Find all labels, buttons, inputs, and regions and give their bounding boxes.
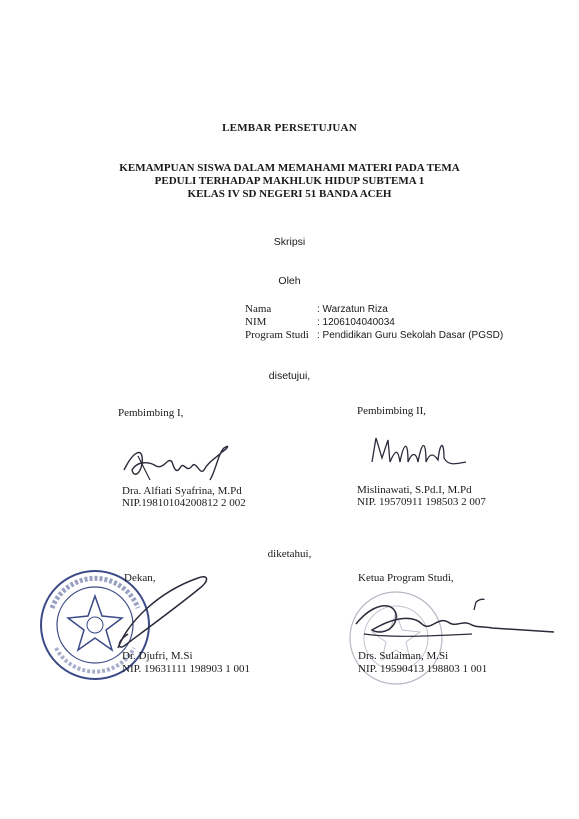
advisor1-signature	[120, 440, 240, 490]
thesis-title-line-2: PEDULI TERHADAP MAKHLUK HIDUP SUBTEMA 1	[154, 175, 425, 187]
page-title: LEMBAR PERSETUJUAN	[222, 122, 357, 134]
advisor1-role: Pembimbing I,	[118, 407, 184, 419]
advisor1-nip: NIP.19810104200812 2 002	[122, 497, 246, 509]
student-nim-value: : 1206104040034	[317, 317, 395, 328]
by-label: Oleh	[278, 275, 301, 287]
head-name: Drs. Sulaiman, M.Si	[358, 650, 449, 662]
thesis-title-line-1: KEMAMPUAN SISWA DALAM MEMAHAMI MATERI PADA TEMA	[119, 162, 460, 174]
thesis-title-line-3: KELAS IV SD NEGERI 51 BANDA ACEH	[187, 188, 392, 200]
head-signature	[352, 594, 562, 654]
doc-type: Skripsi	[273, 236, 306, 248]
dean-role: Dekan,	[124, 572, 156, 584]
advisor2-nip: NIP. 19570911 198503 2 007	[357, 496, 486, 508]
study-program-label: Program Studi	[245, 329, 309, 341]
dean-name: Dr. Djufri, M.Si	[122, 650, 193, 662]
advisor2-role: Pembimbing II,	[357, 405, 427, 417]
student-name-value: : Warzatun Riza	[317, 304, 388, 315]
student-name-label: Nama	[245, 303, 272, 315]
dean-signature	[88, 572, 218, 652]
advisor2-signature	[368, 432, 468, 472]
advisor1-name: Dra. Alfiati Syafrina, M.Pd	[122, 485, 242, 497]
head-role: Ketua Program Studi,	[358, 572, 454, 584]
advisor2-name: Mislinawati, S.Pd.I, M.Pd	[357, 484, 472, 496]
approved-label: disetujui,	[268, 370, 311, 382]
dean-nip: NIP. 19631111 198903 1 001	[122, 663, 251, 675]
study-program-value: : Pendidikan Guru Sekolah Dasar (PGSD)	[317, 330, 504, 341]
head-nip: NIP. 19590413 198803 1 001	[358, 663, 488, 675]
acknowledged-label: diketahui,	[267, 548, 312, 560]
student-nim-label: NIM	[245, 316, 267, 328]
